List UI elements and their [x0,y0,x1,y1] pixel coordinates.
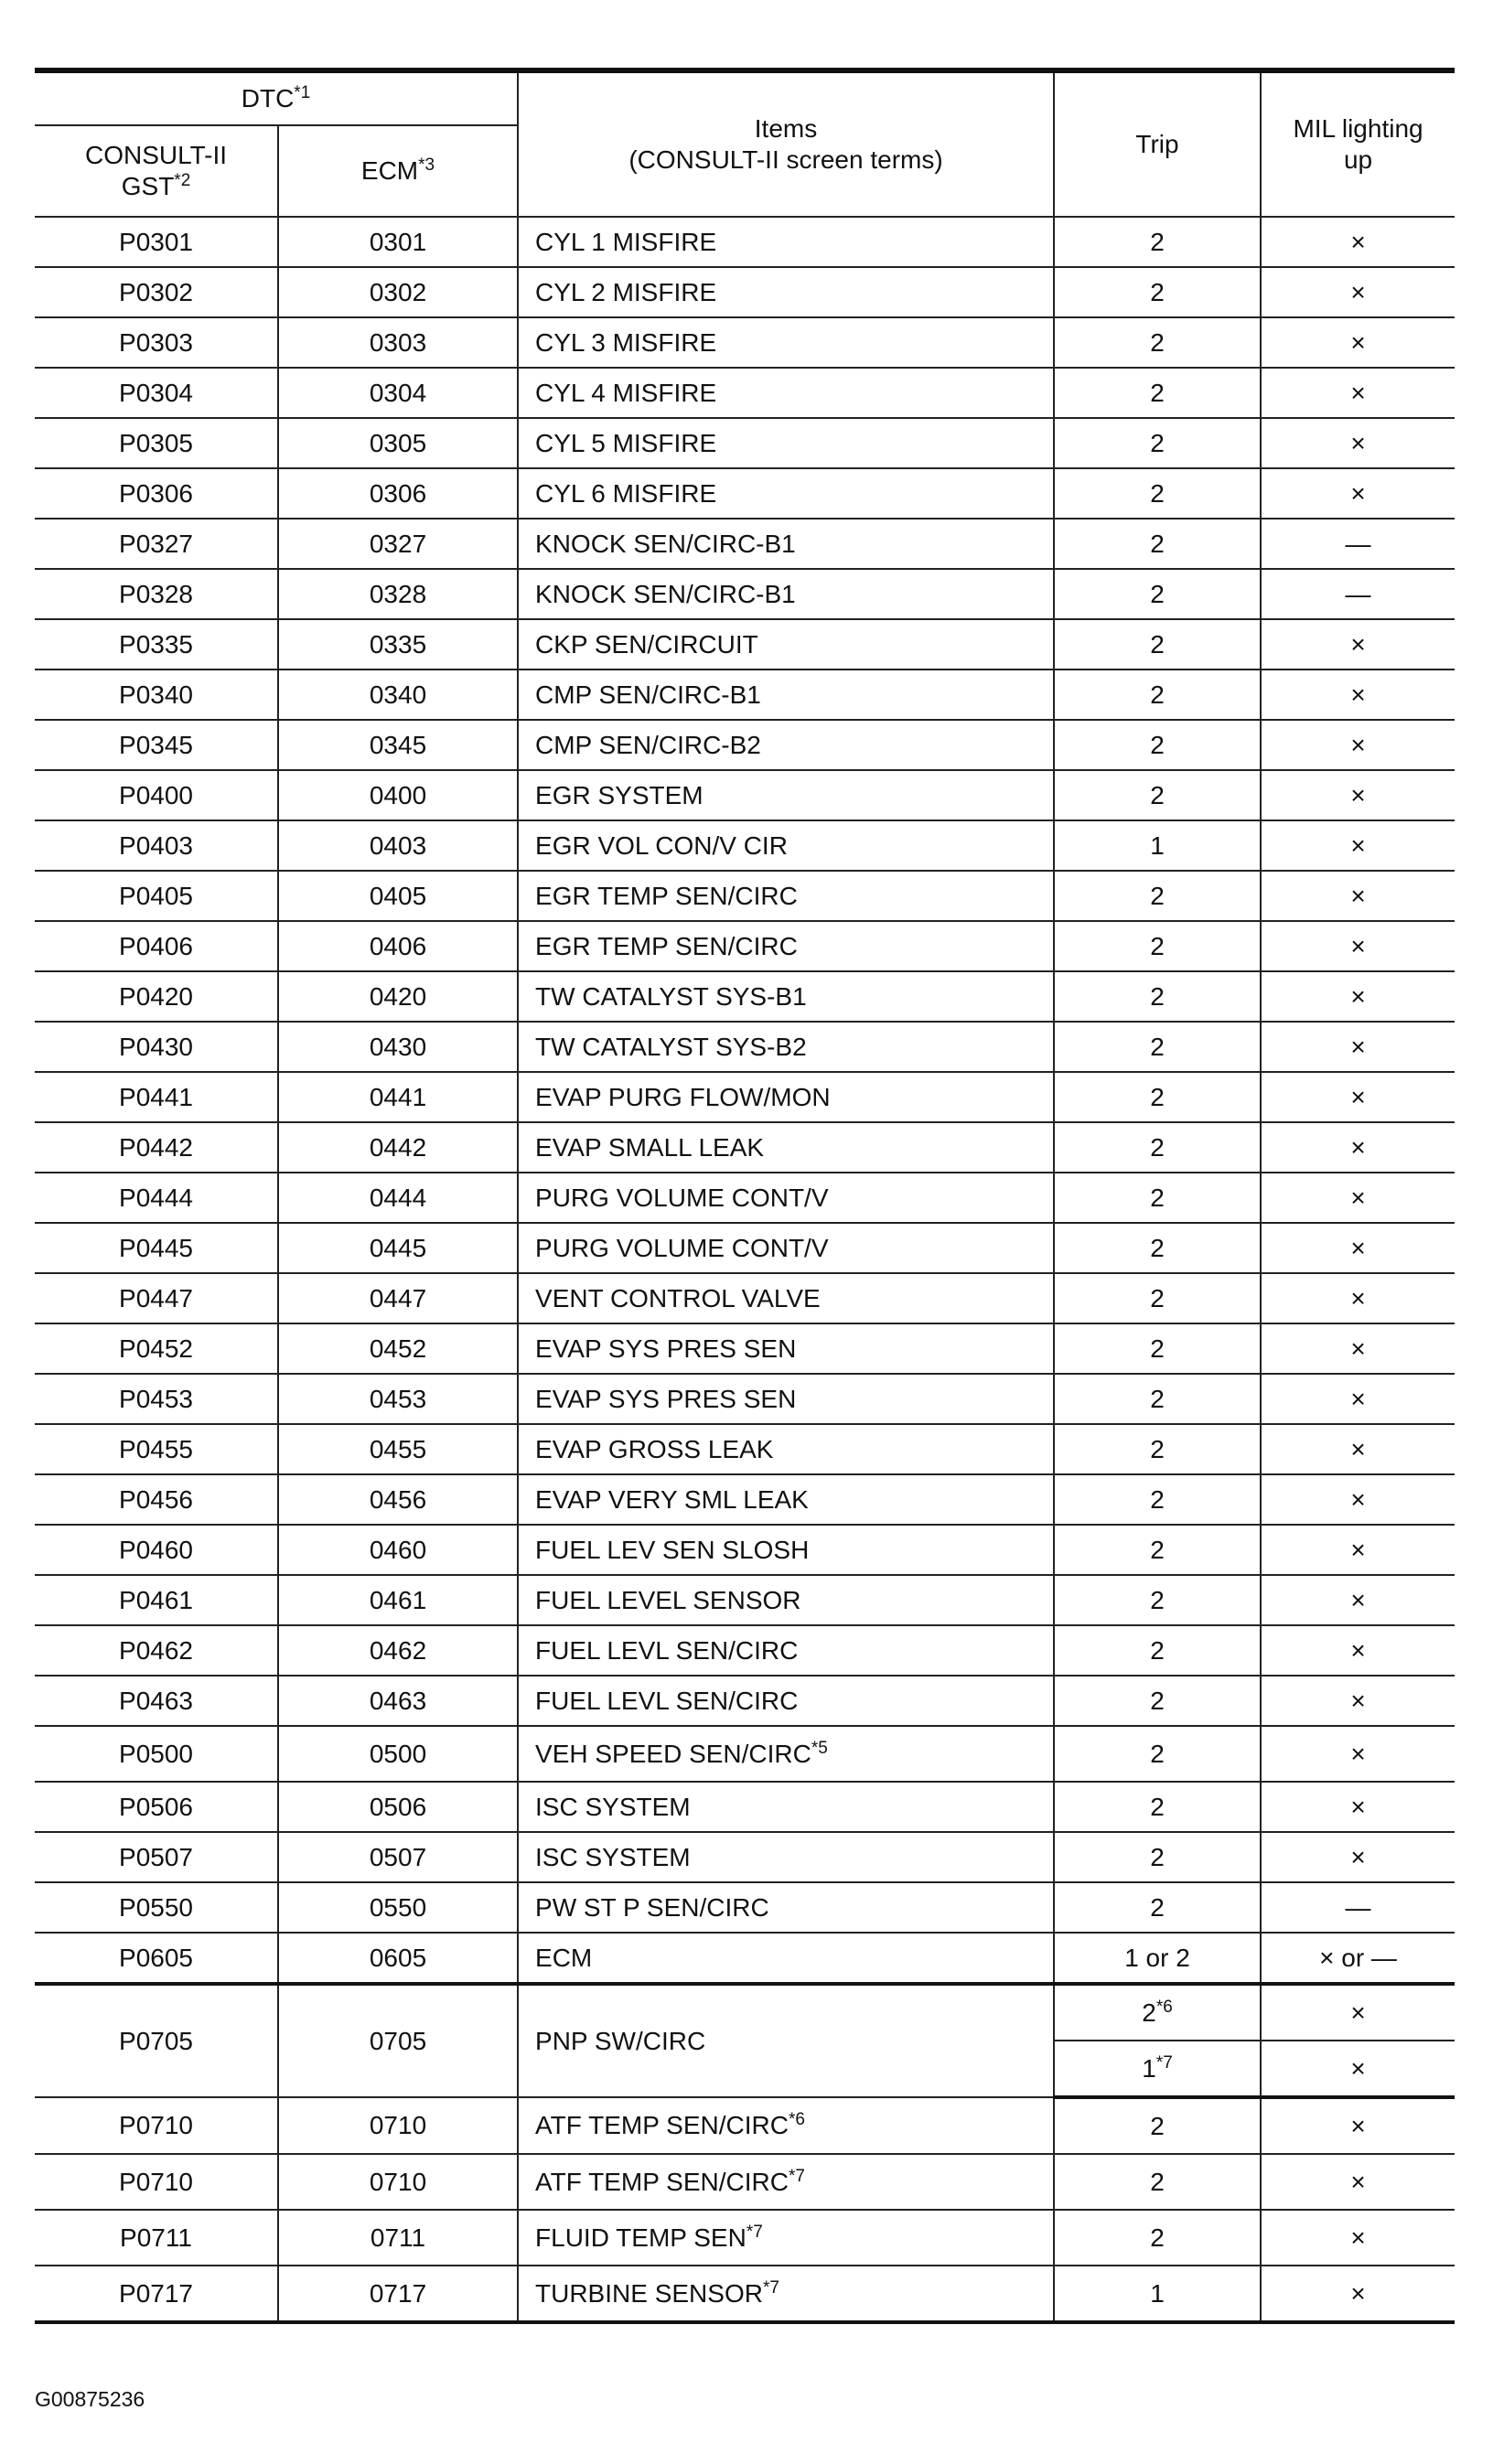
consult-code: P0304 [35,368,278,418]
mil-value: × [1261,1424,1455,1474]
table-row [35,1575,1455,1625]
mil-value: — [1261,1882,1455,1933]
ecm-code: 0304 [278,368,518,418]
mil-value: × [1261,1173,1455,1223]
consult-code: P0605 [35,1933,278,1984]
item-name: CYL 5 MISFIRE [518,418,1054,468]
trip-value: 2 [1054,2097,1261,2154]
mil-value: × [1261,1374,1455,1424]
ecm-code: 0328 [278,569,518,619]
mil-value: × [1261,2154,1455,2210]
item-name: EGR TEMP SEN/CIRC [518,921,1054,971]
mil-value: × [1261,1273,1455,1323]
ecm-code: 0305 [278,418,518,468]
ecm-code: 0447 [278,1273,518,1323]
split-body [35,1984,1455,2097]
ecm-code: 0400 [278,770,518,820]
consult-code: P0444 [35,1173,278,1223]
item-name: CYL 3 MISFIRE [518,317,1054,368]
item-name: FUEL LEVEL SENSOR [518,1575,1054,1625]
item-name: EVAP SYS PRES SEN [518,1374,1054,1424]
trip-value: 2$^{*6}$ [1054,1984,1261,2041]
consult-code: P0306 [35,468,278,519]
mil-value: × [1261,1122,1455,1173]
ecm-code: 0453 [278,1374,518,1424]
consult-code: P0500 [35,1726,278,1782]
item-name: TW CATALYST SYS-B2 [518,1022,1054,1072]
item-name: KNOCK SEN/CIRC-B1 [518,519,1054,569]
mil-value: × [1261,1575,1455,1625]
trip-value: 1$^{*7}$ [1054,2041,1261,2097]
table-row [35,2154,1455,2210]
trip-value: 2 [1054,1525,1261,1575]
consult-code: P0302 [35,267,278,317]
consult-code: P0403 [35,820,278,871]
item-name: EVAP GROSS LEAK [518,1424,1054,1474]
ecm-code: 0550 [278,1882,518,1933]
mil-value: — [1261,519,1455,569]
table-row [35,1474,1455,1525]
ecm-code: 0710 [278,2097,518,2154]
table-row [35,1832,1455,1882]
consult-code: P0462 [35,1625,278,1676]
consult-code: P0303 [35,317,278,368]
consult-code: P0550 [35,1882,278,1933]
trip-value: 2 [1054,1782,1261,1832]
mil-value: × [1261,1525,1455,1575]
item-name: PW ST P SEN/CIRC [518,1882,1054,1933]
trip-value: 2 [1054,1173,1261,1223]
item-name: CYL 6 MISFIRE [518,468,1054,519]
mil-value: × [1261,317,1455,368]
mil-value: × [1261,720,1455,770]
consult-code: P0711 [35,2210,278,2266]
table-row [35,670,1455,720]
item-name: TW CATALYST SYS-B1 [518,971,1054,1022]
item-name: ATF TEMP SEN/CIRC$^{*7}$ [518,2154,1054,2210]
item-name: ECM [518,1933,1054,1984]
consult-code: P0340 [35,670,278,720]
trip-value: 2 [1054,1832,1261,1882]
ecm-code: 0405 [278,871,518,921]
table-row [35,519,1455,569]
mil-value: × [1261,1474,1455,1525]
item-name: ISC SYSTEM [518,1832,1054,1882]
mil-value: — [1261,569,1455,619]
mil-value: × [1261,619,1455,670]
consult-code: P0345 [35,720,278,770]
table-row [35,820,1455,871]
item-name: CYL 1 MISFIRE [518,217,1054,267]
trip-value: 2 [1054,519,1261,569]
table-row [35,1173,1455,1223]
ecm-code: 0303 [278,317,518,368]
mil-value: × [1261,1726,1455,1782]
item-name: ATF TEMP SEN/CIRC$^{*6}$ [518,2097,1054,2154]
trip-value: 2 [1054,418,1261,468]
item-name: EVAP SMALL LEAK [518,1122,1054,1173]
table-row [35,2210,1455,2266]
trip-value: 2 [1054,1072,1261,1122]
mil-value: × [1261,1782,1455,1832]
ecm-code: 0456 [278,1474,518,1525]
consult-code: P0717 [35,2266,278,2322]
item-name: EGR TEMP SEN/CIRC [518,871,1054,921]
consult-code: P0447 [35,1273,278,1323]
ecm-code: 0306 [278,468,518,519]
table-row [35,971,1455,1022]
table-row [35,1273,1455,1323]
consult-code: P0456 [35,1474,278,1525]
consult-code: P0461 [35,1575,278,1625]
trip-value: 1 [1054,820,1261,871]
ecm-code: 0345 [278,720,518,770]
trip-value: 2 [1054,1122,1261,1173]
mil-value: × [1261,1223,1455,1273]
trip-value: 2 [1054,1273,1261,1323]
ecm-code: 0500 [278,1726,518,1782]
trip-value: 2 [1054,971,1261,1022]
item-name: FLUID TEMP SEN$^{*7}$ [518,2210,1054,2266]
consult-code: P0705 [35,1984,278,2097]
table-row [35,1625,1455,1676]
table-row [35,1726,1455,1782]
mil-value: × [1261,418,1455,468]
trip-value: 2 [1054,619,1261,670]
trip-value: 2 [1054,871,1261,921]
table-row [35,619,1455,670]
ecm-code: 0711 [278,2210,518,2266]
mil-value: × [1261,971,1455,1022]
item-name: CMP SEN/CIRC-B2 [518,720,1054,770]
consult-code: P0445 [35,1223,278,1273]
mil-value: × [1261,2210,1455,2266]
item-name: FUEL LEVL SEN/CIRC [518,1676,1054,1726]
consult-code: P0301 [35,217,278,267]
mil-value: × [1261,267,1455,317]
consult-code: P0328 [35,569,278,619]
consult-code: P0463 [35,1676,278,1726]
consult-code: P0453 [35,1374,278,1424]
item-name: CMP SEN/CIRC-B1 [518,670,1054,720]
consult-code: P0420 [35,971,278,1022]
ecm-code: 0340 [278,670,518,720]
mil-value: × [1261,921,1455,971]
trip-header: Trip [1054,70,1261,217]
table-row [35,1782,1455,1832]
mil-value: × [1261,2097,1455,2154]
mil-value: × [1261,468,1455,519]
consult-code: P0452 [35,1323,278,1374]
consult-code: P0400 [35,770,278,820]
ecm-code: 0710 [278,2154,518,2210]
ecm-code: 0327 [278,519,518,569]
ecm-code: 0455 [278,1424,518,1474]
ecm-code: 0717 [278,2266,518,2322]
trip-value: 1 [1054,2266,1261,2322]
mil-header: MIL lighting up [1261,70,1455,217]
table-row [35,1072,1455,1122]
item-name: FUEL LEVL SEN/CIRC [518,1625,1054,1676]
table-row [35,2097,1455,2154]
trip-value: 2 [1054,670,1261,720]
trip-value: 2 [1054,1022,1261,1072]
table-row [35,368,1455,418]
table-body-tail [35,2097,1455,2322]
mil-value: × [1261,770,1455,820]
table-row [35,569,1455,619]
ecm-code: 0301 [278,217,518,267]
trip-value: 2 [1054,2210,1261,2266]
table-row [35,1525,1455,1575]
mil-value: × [1261,1984,1455,2041]
table-row [35,1223,1455,1273]
trip-value: 1 or 2 [1054,1933,1261,1984]
ecm-code: 0507 [278,1832,518,1882]
trip-value: 2 [1054,1575,1261,1625]
ecm-code: 0335 [278,619,518,670]
item-name: PURG VOLUME CONT/V [518,1223,1054,1273]
table-row [35,1933,1455,1984]
table-row [35,317,1455,368]
ecm-code: 0420 [278,971,518,1022]
ecm-code: 0461 [278,1575,518,1625]
item-name: EVAP VERY SML LEAK [518,1474,1054,1525]
item-name: CYL 4 MISFIRE [518,368,1054,418]
table-row [35,1984,1455,2041]
trip-value: 2 [1054,1676,1261,1726]
trip-value: 2 [1054,720,1261,770]
item-name: EGR SYSTEM [518,770,1054,820]
consult-code: P0430 [35,1022,278,1072]
consult-code: P0460 [35,1525,278,1575]
table-row [35,2266,1455,2322]
item-name: VEH SPEED SEN/CIRC$^{*5}$ [518,1726,1054,1782]
mil-value: × [1261,1832,1455,1882]
consult-code: P0442 [35,1122,278,1173]
trip-value: 2 [1054,468,1261,519]
item-name: EGR VOL CON/V CIR [518,820,1054,871]
mil-value: × [1261,670,1455,720]
ecm-code: 0445 [278,1223,518,1273]
consult-code: P0405 [35,871,278,921]
table-row [35,1022,1455,1072]
trip-value: 2 [1054,368,1261,418]
trip-value: 2 [1054,217,1261,267]
ecm-code: 0430 [278,1022,518,1072]
ecm-code: 0302 [278,267,518,317]
trip-value: 2 [1054,2154,1261,2210]
table-row [35,1122,1455,1173]
mil-value: × [1261,820,1455,871]
mil-value: × [1261,2266,1455,2322]
table-row [35,267,1455,317]
ecm-code: 0441 [278,1072,518,1122]
ecm-header: ECM$^{*3}$ [278,125,518,217]
item-name: EVAP SYS PRES SEN [518,1323,1054,1374]
table-row [35,1323,1455,1374]
mil-value: × [1261,1625,1455,1676]
items-header: Items (CONSULT-II screen terms) [518,70,1054,217]
trip-value: 2 [1054,1323,1261,1374]
item-name: VENT CONTROL VALVE [518,1273,1054,1323]
dtc-header: DTC$^{*1}$ [35,70,518,125]
mil-value: × [1261,1323,1455,1374]
consult-code: P0335 [35,619,278,670]
item-name: ISC SYSTEM [518,1782,1054,1832]
consult-code: P0327 [35,519,278,569]
trip-value: 2 [1054,569,1261,619]
table-row [35,1882,1455,1933]
table-row [35,217,1455,267]
mil-value: × [1261,1676,1455,1726]
ecm-code: 0406 [278,921,518,971]
trip-value: 2 [1054,1374,1261,1424]
consult-code: P0305 [35,418,278,468]
consult-code: P0506 [35,1782,278,1832]
consult-code: P0406 [35,921,278,971]
table-row [35,418,1455,468]
trip-value: 2 [1054,1726,1261,1782]
mil-value: × or — [1261,1933,1455,1984]
table-row [35,720,1455,770]
mil-value: × [1261,368,1455,418]
trip-value: 2 [1054,1474,1261,1525]
mil-value: × [1261,871,1455,921]
table-row [35,770,1455,820]
ecm-code: 0506 [278,1782,518,1832]
consult-code: P0441 [35,1072,278,1122]
ecm-code: 0705 [278,1984,518,2097]
item-name: TURBINE SENSOR$^{*7}$ [518,2266,1054,2322]
mil-value: × [1261,2041,1455,2097]
trip-value: 2 [1054,921,1261,971]
table-row [35,1374,1455,1424]
trip-value: 2 [1054,267,1261,317]
consult-code: P0507 [35,1832,278,1882]
ecm-code: 0460 [278,1525,518,1575]
ecm-code: 0452 [278,1323,518,1374]
ecm-code: 0605 [278,1933,518,1984]
item-name: FUEL LEV SEN SLOSH [518,1525,1054,1575]
header-row-1 [35,70,1455,125]
consult-gst-header: CONSULT-II GST$^{*2}$ [35,125,278,217]
table-row [35,468,1455,519]
ecm-code: 0442 [278,1122,518,1173]
table-row [35,871,1455,921]
trip-value: 2 [1054,1882,1261,1933]
trip-value: 2 [1054,1424,1261,1474]
consult-code: P0710 [35,2097,278,2154]
table-row [35,1424,1455,1474]
mil-value: × [1261,217,1455,267]
consult-code: P0455 [35,1424,278,1474]
dtc-table [35,68,1455,2324]
table-row [35,1676,1455,1726]
ecm-code: 0463 [278,1676,518,1726]
trip-value: 2 [1054,770,1261,820]
item-name: PURG VOLUME CONT/V [518,1173,1054,1223]
item-name: EVAP PURG FLOW/MON [518,1072,1054,1122]
ecm-code: 0462 [278,1625,518,1676]
figure-id: G00875236 [35,2387,145,2411]
ecm-code: 0403 [278,820,518,871]
trip-value: 2 [1054,1223,1261,1273]
trip-value: 2 [1054,1625,1261,1676]
consult-code: P0710 [35,2154,278,2210]
item-name: KNOCK SEN/CIRC-B1 [518,569,1054,619]
mil-value: × [1261,1072,1455,1122]
trip-value: 2 [1054,317,1261,368]
table-body [35,217,1455,1984]
item-name: CYL 2 MISFIRE [518,267,1054,317]
item-name: PNP SW/CIRC [518,1984,1054,2097]
mil-value: × [1261,1022,1455,1072]
item-name: CKP SEN/CIRCUIT [518,619,1054,670]
ecm-code: 0444 [278,1173,518,1223]
table-row [35,921,1455,971]
